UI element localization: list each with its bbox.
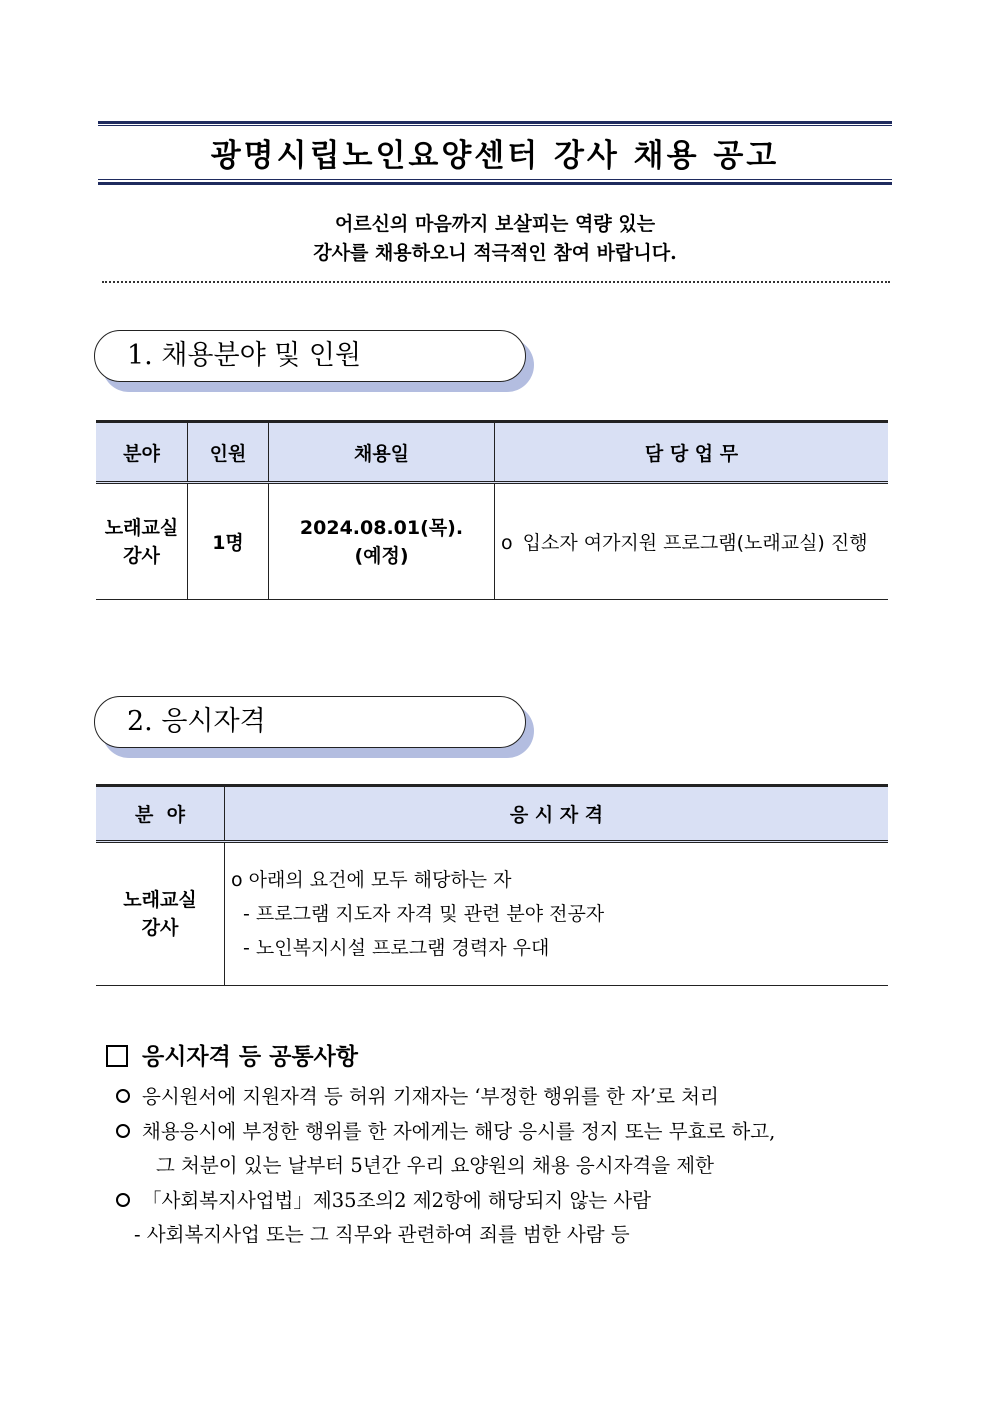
cell-count: 1명 (188, 483, 269, 600)
header-count: 인원 (188, 422, 269, 483)
field-line-1: 노래교실 (123, 889, 197, 911)
cell-field (96, 842, 225, 986)
qualification-table (96, 784, 888, 986)
header-qualification: 응 시 자 격 (225, 786, 889, 842)
list-subitem: - 사회복지사업 또는 그 직무와 관련하여 죄를 범한 사람 등 (134, 1223, 630, 1246)
list-item (116, 1184, 906, 1219)
cell-qualification (225, 842, 889, 986)
qualification-line-2: - 프로그램 지도자 자격 및 관련 분야 전공자 (243, 903, 605, 925)
recruitment-table (96, 420, 888, 600)
field-line-2: 강사 (141, 917, 179, 939)
list-item-text: 「사회복지사업법」제35조의2 제2항에 해당되지 않는 사람 (142, 1188, 651, 1212)
date-line-1: 2024.08.01(목). (299, 516, 464, 539)
cell-date (269, 483, 495, 600)
list-item-text: 응시원서에 지원자격 등 허위 기재자는 ‘부정한 행위를 한 자’로 처리 (142, 1085, 719, 1108)
common-list (116, 1080, 906, 1253)
page-title: 광명시립노인요양센터 강사 채용 공고 (210, 138, 780, 174)
date-line-2: (예정) (354, 544, 409, 567)
table-row (96, 842, 888, 986)
dotted-divider (102, 281, 890, 283)
table-row (96, 483, 888, 600)
header-field: 분야 (96, 422, 188, 483)
qualification-line-1: o 아래의 요건에 모두 해당하는 자 (231, 869, 512, 891)
intro-line-2: 강사를 채용하오니 적극적인 참여 바랍니다. (313, 242, 677, 264)
list-item (116, 1080, 906, 1115)
header-date: 채용일 (269, 422, 495, 483)
duty-bullet: o (501, 532, 513, 554)
header-field: 분 야 (96, 786, 225, 842)
title-bottom-rule (98, 179, 892, 185)
table-header-row (96, 786, 888, 842)
intro-text (98, 210, 892, 268)
circle-bullet-icon (116, 1193, 130, 1207)
table-header-row (96, 422, 888, 483)
list-item-continuation: 그 처분이 있는 날부터 5년간 우리 요양원의 채용 응시자격을 제한 (156, 1154, 714, 1177)
section1-heading: 1. 채용분야 및 인원 (94, 330, 526, 382)
circle-bullet-icon (116, 1089, 130, 1103)
field-line-2: 강사 (123, 544, 160, 567)
cell-field (96, 483, 188, 600)
intro-line-1: 어르신의 마음까지 보살피는 역량 있는 (334, 213, 656, 235)
section2-heading: 2. 응시자격 (94, 696, 526, 748)
qualification-line-3: - 노인복지시설 프로그램 경력자 우대 (243, 937, 550, 959)
cell-duty (495, 483, 889, 600)
section2-header (94, 696, 532, 750)
common-heading-text: 응시자격 등 공통사항 (142, 1044, 358, 1070)
list-item (116, 1115, 906, 1150)
section1-header (94, 330, 532, 384)
duty-text: 입소자 여가지원 프로그램(노래교실) 진행 (522, 532, 868, 554)
list-item-text: 채용응시에 부정한 행위를 한 자에게는 해당 응시를 정지 또는 무효로 하고, (142, 1119, 776, 1143)
field-line-1: 노래교실 (104, 516, 179, 539)
common-heading (106, 1038, 358, 1071)
circle-bullet-icon (116, 1124, 130, 1138)
checkbox-square-icon (106, 1045, 128, 1067)
header-duty: 담 당 업 무 (495, 422, 889, 483)
title-top-rule (98, 121, 892, 126)
